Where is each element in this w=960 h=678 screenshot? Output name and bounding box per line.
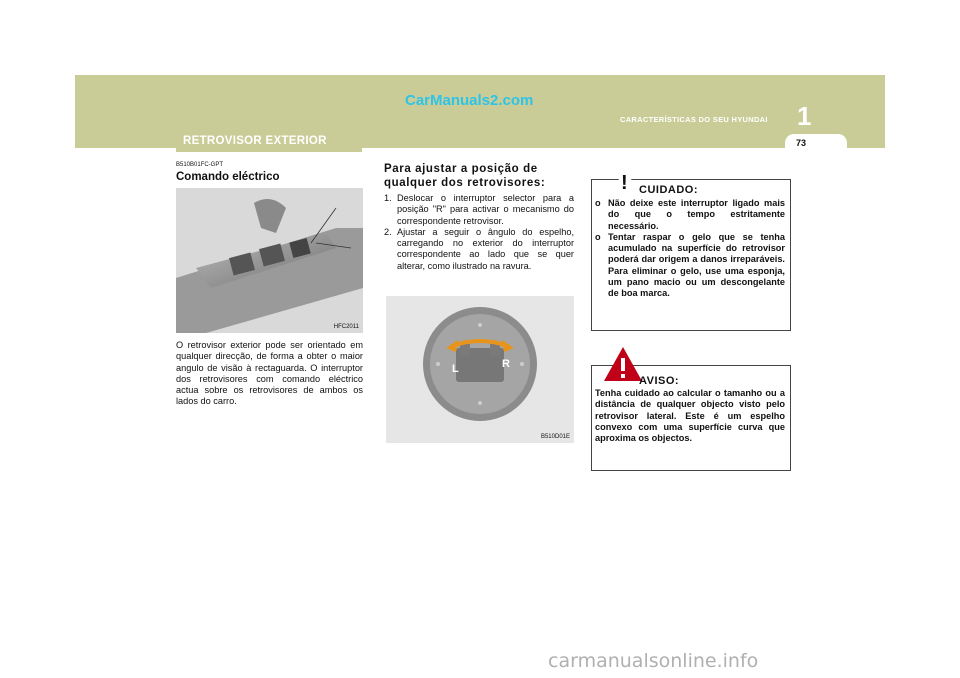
caution-item: o Tentar raspar o gelo que se tenha acumulado na superfície do retrovisor poderá dar origem a danos irreparáveis. Para eliminar o gelo, use uma esponja, um pano macio ou um descongelante de boa marca. [595, 231, 785, 299]
caution-list [595, 198, 785, 300]
mirror-switch-illustration [386, 296, 574, 443]
danger-icon [602, 345, 644, 383]
footer-watermark-link[interactable]: carmanualsonline.info [548, 650, 759, 672]
dial-left-label: L [452, 363, 459, 375]
door-switch-photo [176, 188, 363, 333]
dial-right-label: R [502, 358, 510, 370]
adjust-steps [384, 193, 574, 272]
section-code: B510B01FC-GPT [176, 162, 224, 168]
subsection-heading: Comando eléctrico [176, 171, 280, 183]
site-watermark-link[interactable]: CarManuals2.com [405, 92, 534, 109]
warning-title: AVISO: [639, 375, 680, 387]
adjust-heading: Para ajustar a posição de qualquer dos retrovisores: [384, 163, 546, 189]
door-panel-illustration [176, 188, 363, 333]
dial-label: B510D01E [540, 434, 570, 440]
caution-title: CUIDADO: [639, 184, 698, 196]
chapter-title: CARACTERÍSTICAS DO SEU HYUNDAI [620, 115, 768, 124]
warning-icon [612, 168, 638, 192]
page-number: 73 [796, 138, 807, 148]
svg-text:!: ! [621, 172, 628, 192]
step-item: 2. Ajustar a seguir o ângulo do espelho, carregando no exterior do interruptor correspondente ao lado que se quer alterar, como ilustrado na ravura. [384, 226, 574, 271]
warning-text: Tenha cuidado ao calcular o tamanho ou a distância de qualquer objecto visto pelo retrovisor lateral. Este é um espelho convexo com uma superfície curva que aproxima os objectos. [595, 388, 785, 444]
caution-item: o Não deixe este interruptor ligado mais do que o tempo estritamente necessário. [595, 198, 785, 231]
section-title: RETROVISOR EXTERIOR [183, 135, 327, 147]
photo-label: HFC2011 [333, 324, 359, 330]
mirror-dial-drawing [386, 296, 574, 443]
body-paragraph: O retrovisor exterior pode ser orientado em qualquer direcção, de forma a obter o maior angulo de visão à rectaguarda. O interruptor dos retrovisores com comando eléctrico actua sobre os retrovisores de ambos os lados do carro. [176, 340, 363, 407]
step-item: 1. Deslocar o interruptor selector para a posição "R" para activar o mecanismo do correspondente retrovisor. [384, 193, 574, 226]
chapter-number: 1 [797, 101, 812, 131]
